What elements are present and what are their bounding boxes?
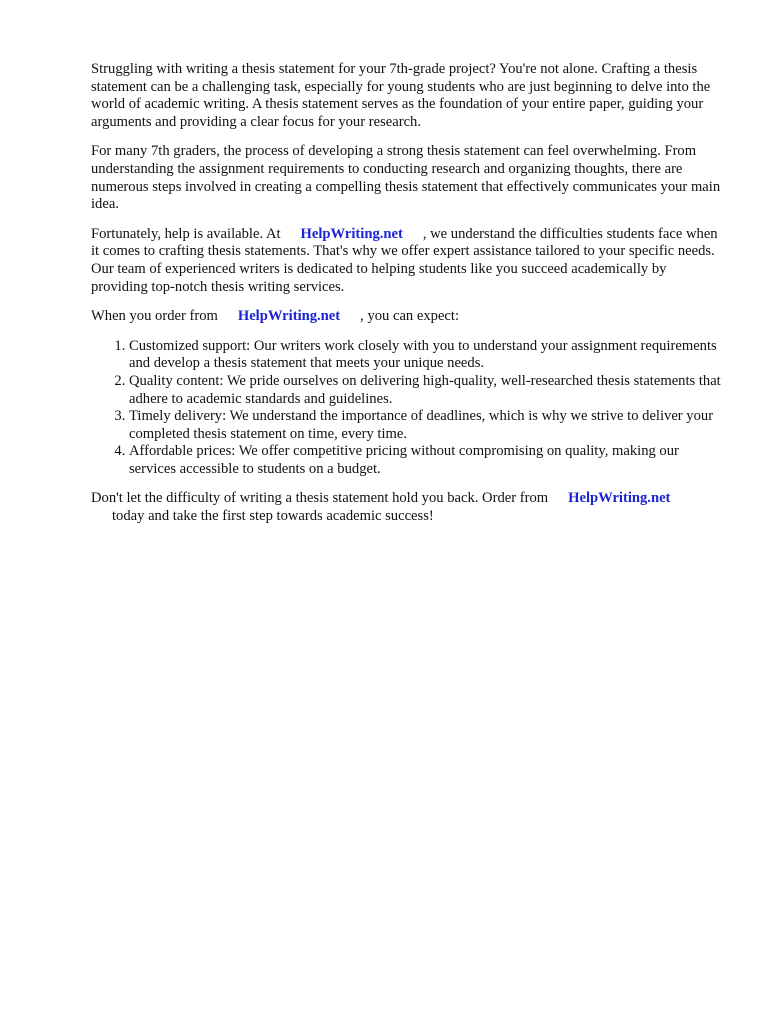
helpwriting-link[interactable]: HelpWriting.net xyxy=(568,490,671,507)
helpwriting-link[interactable]: HelpWriting.net xyxy=(300,225,403,242)
closing-paragraph-lead: Don't let the difficulty of writing a thesis statement hold you back. Order from xyxy=(91,490,549,507)
help-paragraph xyxy=(91,226,721,296)
order-paragraph-lead: When you order from xyxy=(91,308,218,325)
help-paragraph-rest: , we understand the difficulties students face when it comes to crafting thesis statements. That's why we offer expert assistance tailored to your specific needs. Our team of experienced writers is dedicated to helping students like you succeed academically by providing top-notch thesis writing services. xyxy=(91,225,718,295)
document-body xyxy=(91,61,721,538)
list-item: 2. Quality content: We pride ourselves on delivering high-quality, well-researched thesis statements that adhere to academic standards and guidelines. xyxy=(129,373,721,408)
closing-paragraph-rest: today and take the first step towards academic success! xyxy=(112,508,434,525)
list-item: 4. Affordable prices: We offer competitive pricing without compromising on quality, making our services accessible to students on a budget. xyxy=(129,443,721,478)
help-paragraph-lead: Fortunately, help is available. At xyxy=(91,225,281,242)
order-paragraph xyxy=(91,308,721,326)
list-item: 1. Customized support: Our writers work closely with you to understand your assignment requirements and develop a thesis statement that meets your unique needs. xyxy=(129,338,721,373)
list-item: 3. Timely delivery: We understand the importance of deadlines, which is why we strive to deliver your completed thesis statement on time, every time. xyxy=(129,408,721,443)
helpwriting-link[interactable]: HelpWriting.net xyxy=(237,308,341,325)
closing-paragraph xyxy=(91,490,721,525)
order-paragraph-rest: , you can expect: xyxy=(360,308,460,325)
challenge-paragraph: For many 7th graders, the process of developing a strong thesis statement can feel overwhelming. From understanding the assignment requirements to conducting research and organizing thoughts, there are numerous steps involved in creating a compelling thesis statement that effectively communicates your main idea. xyxy=(91,143,721,213)
intro-paragraph: Struggling with writing a thesis statement for your 7th-grade project? You're not alone. Crafting a thesis statement can be a challenging task, especially for young students who are just beginning to delve into the world of academic writing. A thesis statement serves as the foundation of your entire paper, guiding your arguments and providing a clear focus for your research. xyxy=(91,61,711,130)
benefits-list xyxy=(91,338,721,479)
